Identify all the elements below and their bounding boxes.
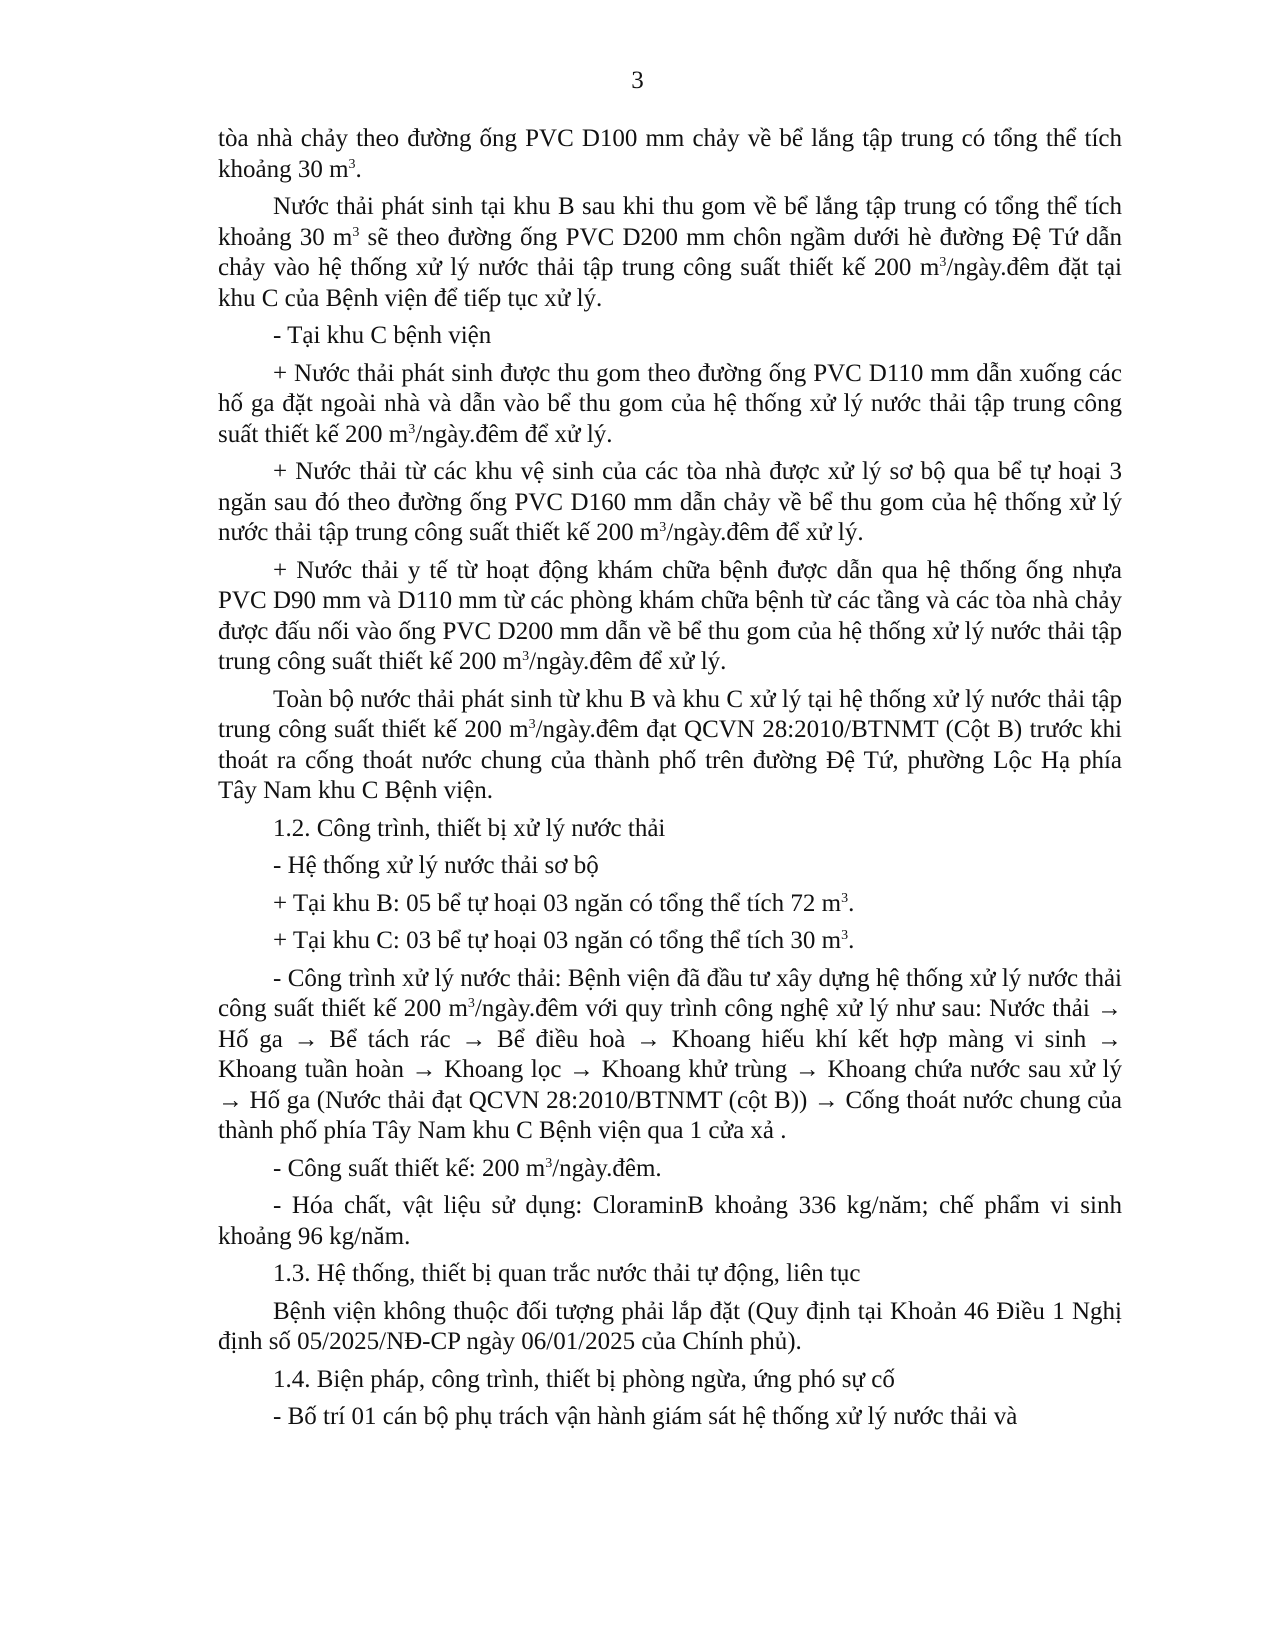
paragraph-text: + Tại khu B: 05 bể tự hoại 03 ngăn có tổng thể tích 72 m xyxy=(273,889,842,917)
paragraph xyxy=(218,1402,1122,1433)
paragraph xyxy=(218,1365,1122,1396)
paragraph-text: /ngày.đêm để xử lý. xyxy=(666,519,864,546)
paragraph-text: + Nước thải y tế từ hoạt động khám chữa bệnh được dẫn qua hệ thống ống nhựa PVC D90 mm và D110 mm từ các phòng khám chữa bệnh từ các tầng và các tòa nhà chảy được đấu nối vào ống PVC D200 mm dẫn về bể thu gom của hệ thống xử lý nước thải tập trung công suất thiết kế 200 m xyxy=(218,556,1122,675)
paragraph xyxy=(218,1191,1122,1252)
paragraph xyxy=(218,926,1122,957)
superscript: 3 xyxy=(545,1155,553,1171)
paragraph-text: - Hóa chất, vật liệu sử dụng: CloraminB khoảng 336 kg/năm; chế phẩm vi sinh khoảng 96 kg/năm. xyxy=(218,1192,1122,1250)
page-number: 3 xyxy=(631,67,644,94)
paragraph-text: . xyxy=(848,927,855,954)
paragraph xyxy=(218,889,1122,920)
paragraph xyxy=(218,851,1122,882)
paragraph-text: /ngày.đêm đạt QCVN 28:2010/BTNMT (Cột B) trước khi thoát ra cống thoát nước chung của thành phố trên đường Đệ Tứ, phường Lộc Hạ phía Tây Nam khu C Bệnh viện. xyxy=(218,716,1122,804)
paragraph xyxy=(218,321,1122,352)
superscript: 3 xyxy=(467,996,475,1011)
paragraph-text: /ngày.đêm để xử lý. xyxy=(415,420,613,448)
paragraph-text: + Nước thải từ các khu vệ sinh của các tòa nhà được xử lý sơ bộ qua bể tự hoại 3 ngăn sau đó theo đường ống PVC D160 mm dẫn chảy về bể thu gom của hệ thống xử lý nước thải tập trung công suất thiết kế 200 m xyxy=(218,458,1122,546)
paragraph-text: . xyxy=(355,155,362,183)
superscript: 3 xyxy=(522,649,530,664)
paragraph-text: - Công suất thiết kế: 200 m xyxy=(273,1154,546,1182)
paragraph xyxy=(218,457,1122,549)
paragraph-text: 1.4. Biện pháp, công trình, thiết bị phòng ngừa, ứng phó sự cố xyxy=(273,1365,895,1393)
superscript: 3 xyxy=(659,520,667,535)
paragraph-text: + Tại khu C: 03 bể tự hoại 03 ngăn có tổng thể tích 30 m xyxy=(273,927,842,954)
paragraph-text: /ngày.đêm với quy trình công nghệ xử lý như sau: Nước thải → Hố ga → Bể tách rác → Bể điều hoà → Khoang hiếu khí kết hợp màng vi sinh → Khoang tuần hoàn → Khoang lọc → Khoang khử trùng → Khoang chứa nước sau xử lý → Hố ga (Nước thải đạt QCVN 28:2010/BTNMT (cột B)) → Cống thoát nước chung của thành phố phía Tây Nam khu C Bệnh viện qua 1 cửa xả . xyxy=(218,995,1123,1144)
paragraph xyxy=(218,964,1122,1147)
paragraph xyxy=(218,556,1122,678)
paragraph-text: - Bố trí 01 cán bộ phụ trách vận hành giám sát hệ thống xử lý nước thải và xyxy=(273,1403,1018,1430)
paragraph xyxy=(218,814,1122,845)
paragraph-text: - Tại khu C bệnh viện xyxy=(273,322,492,349)
paragraph-text: . xyxy=(848,889,855,917)
paragraph xyxy=(218,1297,1122,1358)
paragraph-text: /ngày.đêm. xyxy=(552,1154,662,1182)
paragraph-text: + Nước thải phát sinh được thu gom theo đường ống PVC D110 mm dẫn xuống các hố ga đặt ngoài nhà và dẫn vào bể thu gom của hệ thống xử lý nước thải tập trung công suất thiết kế 200 m xyxy=(218,359,1122,448)
superscript: 3 xyxy=(348,156,356,172)
paragraph-text: Bệnh viện không thuộc đối tượng phải lắp đặt (Quy định tại Khoản 46 Điều 1 Nghị định số 05/2025/NĐ-CP ngày 06/01/2025 của Chính phủ). xyxy=(218,1297,1122,1355)
paragraph-text: /ngày.đêm để xử lý. xyxy=(529,648,727,675)
paragraph-text: /ngày.đêm đặt tại khu C của Bệnh viện để tiếp tục xử lý. xyxy=(218,254,1122,312)
paragraph-text: Nước thải phát sinh tại khu B sau khi thu gom về bể lắng tập trung có tổng thể tích khoảng 30 m xyxy=(218,193,1122,251)
paragraph xyxy=(218,359,1122,451)
superscript: 3 xyxy=(841,890,849,906)
paragraph xyxy=(218,685,1122,807)
paragraph xyxy=(218,1259,1122,1290)
superscript: 3 xyxy=(408,421,416,437)
paragraph xyxy=(218,192,1122,314)
superscript: 3 xyxy=(841,928,849,943)
superscript: 3 xyxy=(352,224,360,240)
paragraph-text: - Công trình xử lý nước thải: Bệnh viện đã đầu tư xây dựng hệ thống xử lý nước thải công suất thiết kế 200 m xyxy=(218,964,1122,1022)
paragraph xyxy=(218,1154,1122,1185)
paragraph-text: tòa nhà chảy theo đường ống PVC D100 mm chảy về bể lắng tập trung có tổng thể tích khoảng 30 m xyxy=(218,125,1122,183)
superscript: 3 xyxy=(528,717,536,732)
paragraph-text: 1.2. Công trình, thiết bị xử lý nước thải xyxy=(273,814,666,842)
paragraph xyxy=(218,124,1122,185)
paragraph-text: sẽ theo đường ống PVC D200 mm chôn ngầm dưới hè đường Đệ Tứ dẫn chảy vào hệ thống xử lý nước thải tập trung công suất thiết kế 200 m xyxy=(218,223,1122,281)
superscript: 3 xyxy=(939,255,947,270)
paragraph-text: 1.3. Hệ thống, thiết bị quan trắc nước thải tự động, liên tục xyxy=(273,1260,861,1287)
paragraph-text: Toàn bộ nước thải phát sinh từ khu B và khu C xử lý tại hệ thống xử lý nước thải tập trung công suất thiết kế 200 m xyxy=(218,685,1122,743)
document-body xyxy=(218,124,1122,1440)
paragraph-text: - Hệ thống xử lý nước thải sơ bộ xyxy=(273,852,599,879)
